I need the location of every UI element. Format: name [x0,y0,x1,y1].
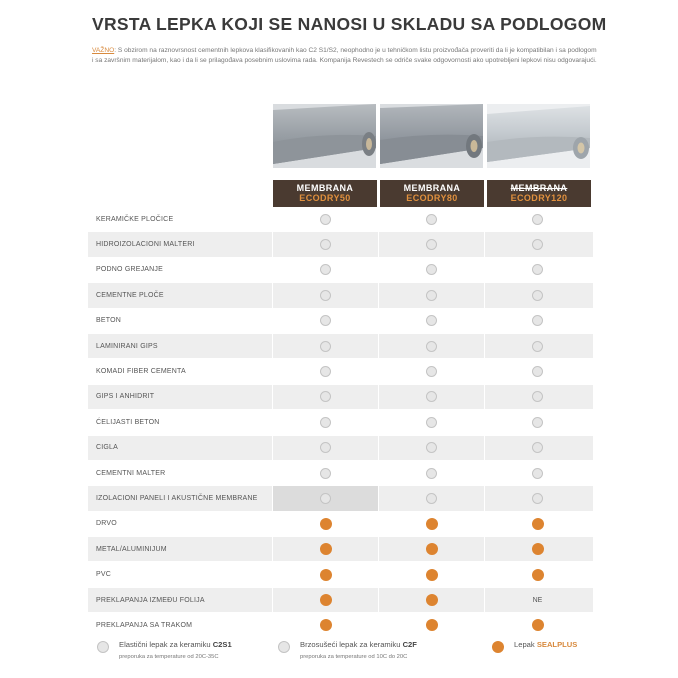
table-row [88,486,593,511]
grey-dot-icon [532,264,543,275]
row-label: DRVO [96,520,117,528]
row-label: PVC [96,571,111,579]
membrane-roll-image-ecodry120 [487,104,590,168]
important-note [92,46,597,65]
orange-dot-icon [426,543,438,555]
table-cell [484,334,590,358]
table-cell [484,461,590,485]
table-row [88,207,593,232]
table-row [88,359,593,384]
row-label: PREKLAPANJA SA TRAKOM [96,621,193,629]
row-label: METAL/ALUMINIJUM [96,545,167,553]
table-cell [272,562,378,586]
table-row [88,461,593,486]
grey-dot-icon [320,493,331,504]
grey-dot-icon [426,391,437,402]
grey-dot-icon [532,468,543,479]
grey-dot-icon [532,315,543,326]
grey-dot-icon [320,214,331,225]
table-cell [272,334,378,358]
product-header-ecodry80 [380,180,484,207]
grey-dot-icon [426,239,437,250]
grey-dot-icon [426,442,437,453]
table-cell [484,537,590,561]
table-cell [272,537,378,561]
product-name-line1: MEMBRANA [403,183,461,193]
table-cell [272,258,378,282]
grey-dot-icon [426,417,437,428]
table-cell [378,309,484,333]
orange-dot-icon [320,543,332,555]
table-cell [484,486,590,510]
table-cell [378,232,484,256]
table-row [88,283,593,308]
row-label: PODNO GREJANJE [96,266,163,274]
grey-dot-icon [532,442,543,453]
row-label: KOMADI FIBER CEMENTA [96,368,186,376]
table-cell [272,359,378,383]
grey-dot-icon [320,417,331,428]
table-cell [484,613,590,637]
table-cell [378,436,484,460]
note-key: VAŽNO [92,47,115,54]
orange-dot-icon [532,543,544,555]
grey-dot-icon [532,493,543,504]
grey-dot-icon [320,239,331,250]
table-row [88,588,593,613]
table-cell [484,410,590,434]
orange-dot-icon [320,518,332,530]
product-name-line2: ECODRY120 [510,192,568,203]
table-cell [378,537,484,561]
row-label: ĆELIJASTI BETON [96,418,160,426]
compatibility-table [88,207,593,639]
orange-dot-icon [320,619,332,631]
orange-dot-icon [320,594,332,606]
grey-dot-icon [532,214,543,225]
orange-dot-icon [426,619,438,631]
table-cell [378,461,484,485]
row-label: CIGLA [96,444,119,452]
orange-dot-icon [532,569,544,581]
grey-dot-icon [532,290,543,301]
table-cell [272,385,378,409]
table-row [88,410,593,435]
table-cell [484,512,590,536]
table-cell [272,436,378,460]
table-row [88,258,593,283]
grey-dot-icon [426,341,437,352]
table-cell [378,207,484,231]
table-cell [484,588,590,612]
table-cell [484,436,590,460]
table-cell [378,258,484,282]
orange-dot-icon [492,641,504,653]
legend-label: Elastični lepak za keramiku C2S1 [119,640,232,649]
grey-dot-icon [320,341,331,352]
table-row [88,309,593,334]
table-cell [378,410,484,434]
row-label: BETON [96,317,121,325]
table-cell [484,359,590,383]
page-title: VRSTA LEPKA KOJI SE NANOSI U SKLADU SA PODLOGOM [92,14,607,34]
grey-dot-icon [320,442,331,453]
membrane-roll-image-ecodry80 [380,104,483,168]
table-cell [378,359,484,383]
table-cell [272,309,378,333]
grey-dot-icon [532,239,543,250]
grey-dot-icon [532,391,543,402]
table-cell [272,232,378,256]
table-cell [484,283,590,307]
table-cell [378,334,484,358]
grey-dot-icon [320,315,331,326]
grey-dot-icon [320,290,331,301]
table-row [88,613,593,638]
orange-dot-icon [532,518,544,530]
table-cell [484,258,590,282]
orange-dot-icon [426,594,438,606]
grey-dot-icon [426,468,437,479]
grey-dot-icon [320,366,331,377]
table-cell [484,562,590,586]
table-cell [378,588,484,612]
grey-dot-icon [320,391,331,402]
table-cell [378,613,484,637]
note-text: : S obzirom na raznovrsnost cementnih lepkova klasifikovanih kao C2 S1/S2, neophodno je u tehničkom listu proizvođača proveriti da li je kompatibilan i sa podlogom i sa završnim materijalom, kao i da li se prilagođava posebnim uslovima rada. Kompanija Revestech se odriče svake odgovornosti ako upotrebljeni lepkovi nisu odgovarajući. [92,47,597,64]
grey-dot-icon [426,366,437,377]
orange-dot-icon [426,569,438,581]
table-cell [484,385,590,409]
row-label: CEMENTNI MALTER [96,469,166,477]
product-header-ecodry50 [273,180,377,207]
membrane-roll-image-ecodry50 [273,104,376,168]
product-header-ecodry120 [487,180,591,207]
row-label: CEMENTNE PLOČE [96,291,164,299]
table-cell [272,283,378,307]
grey-dot-icon [426,214,437,225]
legend-label: Brzosušeći lepak za keramiku C2F [300,640,417,649]
table-cell [378,486,484,510]
table-row [88,334,593,359]
row-label: LAMINIRANI GIPS [96,342,158,350]
legend-label: Lepak SEALPLUS [514,640,578,649]
table-row [88,436,593,461]
table-cell [272,588,378,612]
table-row [88,232,593,257]
table-cell [272,461,378,485]
table-row [88,512,593,537]
grey-dot-icon [532,366,543,377]
product-name-line1: MEMBRANA [296,183,354,193]
row-label: IZOLACIONI PANELI I AKUSTIČNE MEMBRANE [96,494,258,502]
grey-dot-icon [97,641,109,653]
table-cell [378,283,484,307]
grey-dot-icon [426,264,437,275]
orange-dot-icon [426,518,438,530]
cell-text: NE [532,596,543,604]
product-name-line1: MEMBRANA [510,183,568,193]
table-row [88,562,593,587]
row-label: KERAMIČKE PLOČICE [96,215,174,223]
row-label: GIPS I ANHIDRIT [96,393,155,401]
grey-dot-icon [426,315,437,326]
orange-dot-icon [320,569,332,581]
grey-dot-icon [426,493,437,504]
product-name-line2: ECODRY80 [406,192,458,203]
row-label: PREKLAPANJA IZMEĐU FOLIJA [96,596,205,604]
grey-dot-icon [320,264,331,275]
grey-dot-icon [320,468,331,479]
table-cell [272,410,378,434]
grey-dot-icon [532,417,543,428]
grey-dot-icon [278,641,290,653]
table-cell [378,385,484,409]
grey-dot-icon [426,290,437,301]
legend-sub: preporuka za temperature od 10C do 20C [300,654,408,660]
table-row [88,537,593,562]
table-cell [272,486,378,510]
table-cell [378,562,484,586]
legend-sub: preporuka za temperature od 20C-35C [119,654,219,660]
row-label: HIDROIZOLACIONI MALTERI [96,241,195,249]
grey-dot-icon [532,341,543,352]
product-name-line2: ECODRY50 [299,192,351,203]
table-cell [484,309,590,333]
table-cell [378,512,484,536]
table-cell [272,512,378,536]
table-cell [484,232,590,256]
orange-dot-icon [532,619,544,631]
table-cell [272,613,378,637]
table-cell [272,207,378,231]
table-row [88,385,593,410]
table-cell [484,207,590,231]
